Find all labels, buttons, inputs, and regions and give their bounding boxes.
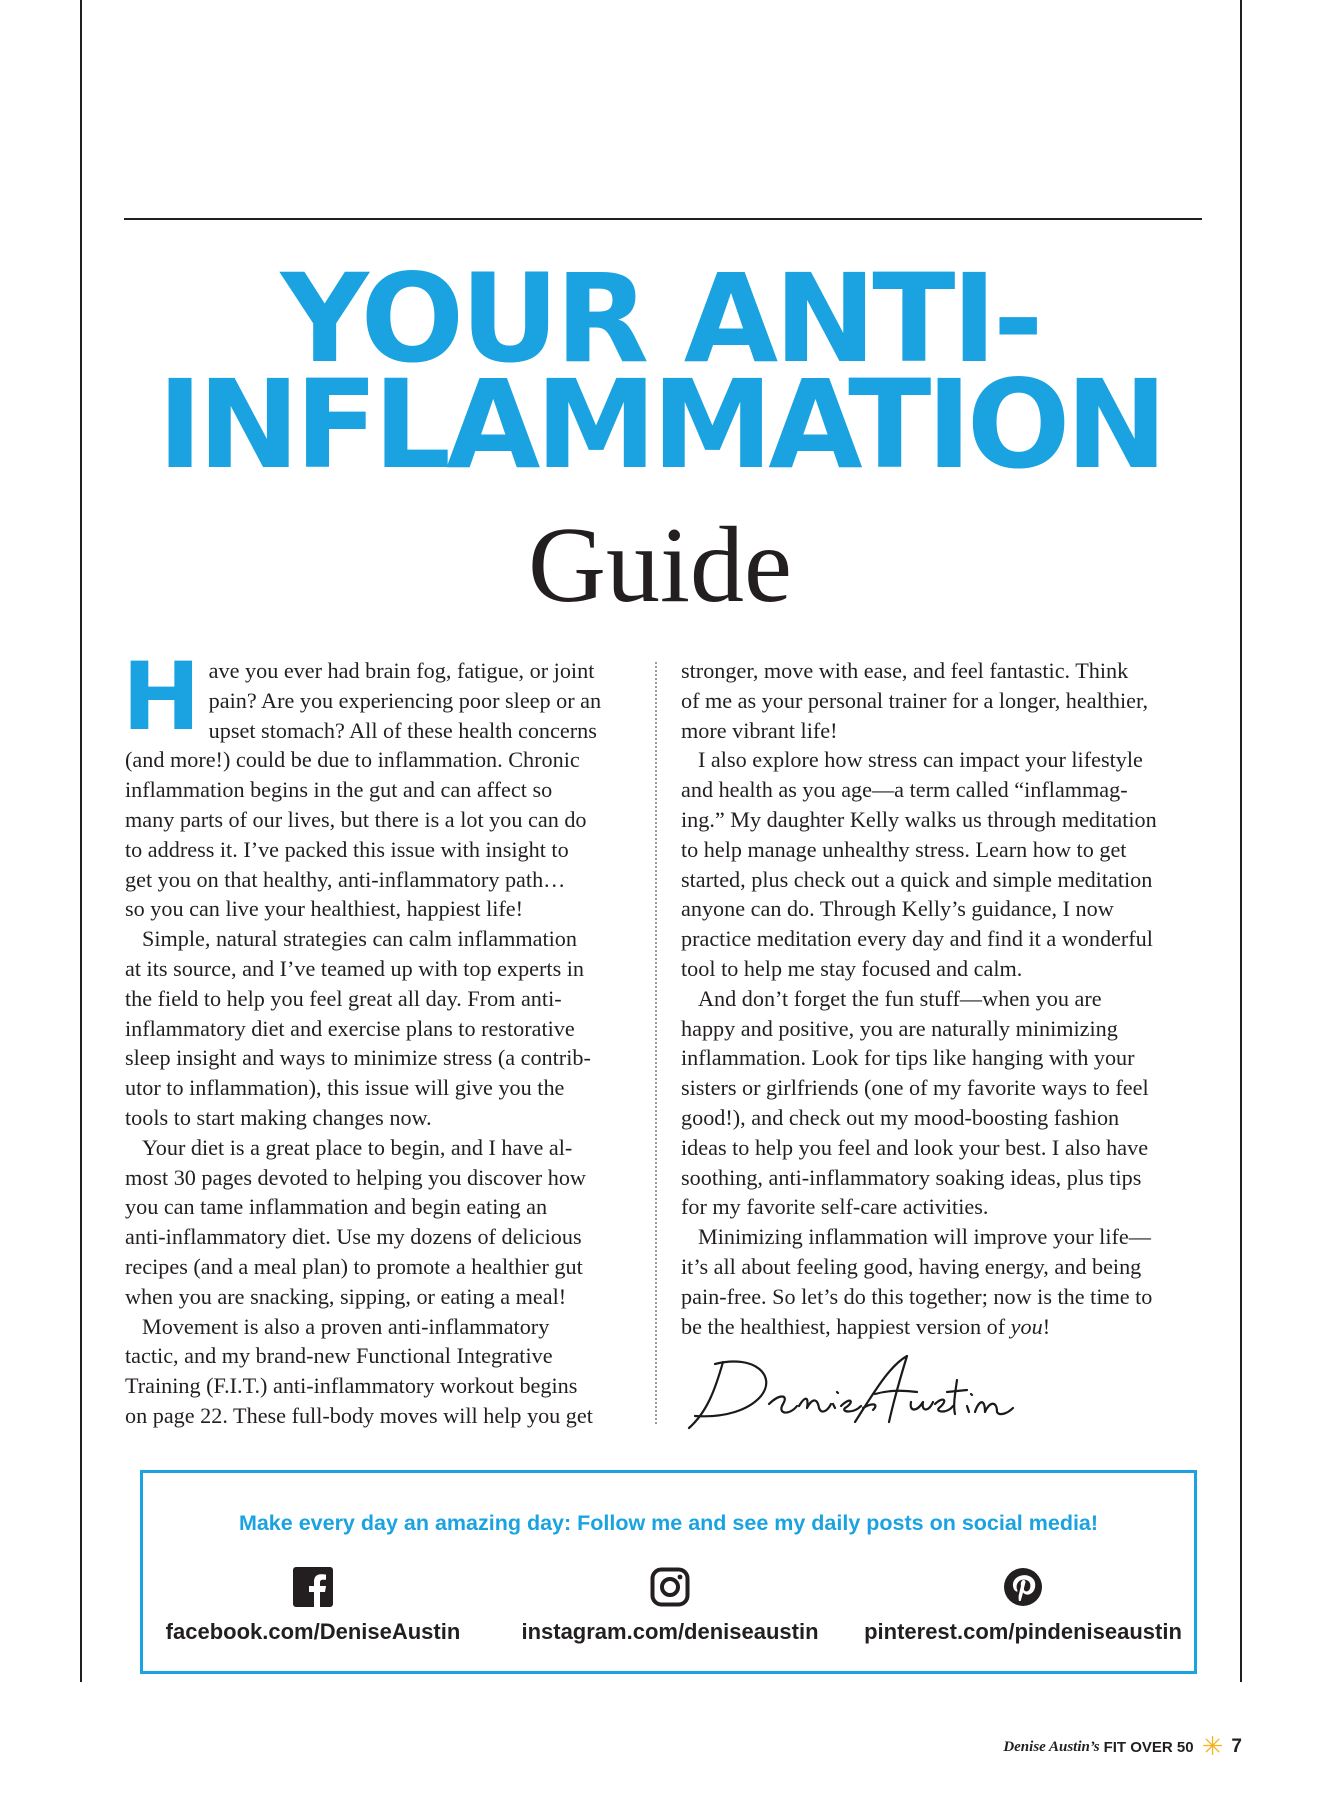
page-number: 7 <box>1231 1736 1242 1757</box>
drop-cap: H <box>122 643 201 752</box>
paragraph-8 <box>681 1222 1201 1341</box>
social-item-instagram[interactable] <box>500 1567 840 1645</box>
instagram-icon <box>650 1567 690 1607</box>
social-item-facebook[interactable] <box>143 1567 483 1645</box>
closing-text: Minimizing inflammation will improve your life— it’s all about feeling good, having energy, and being pain-free. So let’s do this together; now is the time to be the healthiest, happiest version of <box>681 1224 1153 1339</box>
headline-line1: YOUR ANTI- <box>280 248 1040 390</box>
closing-end: ! <box>1042 1313 1051 1339</box>
paragraph-4: Movement is also a proven anti-inflammatory tactic, and my brand-new Functional Integrative Training (F.I.T.) anti-inflammatory workout begins on page 22. These full-body moves will help you get <box>125 1313 593 1428</box>
column-divider <box>655 662 657 1424</box>
page-footer <box>1003 1731 1242 1762</box>
paragraph-6: I also explore how stress can impact your lifestyle and health as you age—a term called “inflammag- ing.” My daughter Kelly walks us through meditation to help manage unhealthy stress. Learn how to get started, plus check out a quick and simple meditation anyone can do. Through Kelly’s guidance, I now practice meditation every day and find it a wonderful tool to help me stay focused and calm. <box>681 747 1157 981</box>
headline-guide: Guide <box>528 506 792 625</box>
paragraph-5: stronger, move with ease, and feel fantastic. Think of me as your personal trainer for a longer, healthier, more vibrant life! <box>681 658 1149 743</box>
headline <box>80 248 1240 496</box>
article-column-left <box>122 643 628 1431</box>
page-border-right <box>1240 0 1242 1682</box>
instagram-handle[interactable]: instagram.com/deniseaustin <box>521 1619 819 1644</box>
top-rule <box>124 218 1202 220</box>
footer-magazine: FIT OVER 50 <box>1103 1738 1194 1756</box>
signature-image <box>685 1350 1015 1430</box>
page-border-left <box>80 0 82 1682</box>
social-item-pinterest[interactable] <box>853 1567 1193 1645</box>
asterisk-icon: ✳ <box>1201 1731 1224 1762</box>
paragraph-3: Your diet is a great place to begin, and I have al- most 30 pages devoted to helping you discover how you can tame inflammation and begin eating an anti-inflammatory diet. Use my dozens of delicious recipes (and a meal plan) to promote a healthier gut when you are snacking, sipping, or eating a meal! <box>125 1134 586 1309</box>
pinterest-handle[interactable]: pinterest.com/pindeniseaustin <box>864 1619 1182 1644</box>
closing-emphasis: you <box>1010 1313 1043 1339</box>
paragraph-7: And don’t forget the fun stuff—when you are happy and positive, you are naturally minimizing inflammation. Look for tips like hanging with your sisters or girlfriends (one of my favorite ways to feel good!), and check out my mood-boosting fashion ideas to help you feel and look your best. I also have soothing, anti-inflammatory soaking ideas, plus tips for my favorite self-care activities. <box>681 985 1149 1220</box>
article-column-right <box>681 656 1201 1341</box>
paragraph-1-text: ave you ever had brain fog, fatigue, or joint pain? Are you experiencing poor sleep or an upset stomach? All of these health concerns (and more!) could be due to inflammation. Chronic inflammation begins in the gut and can affect so many parts of our lives, but there is a lot you can do to address it. I’ve packed this issue with insight to get you on that healthy, anti-inflammatory path… so you can live your healthiest, happiest life! <box>125 658 602 922</box>
facebook-icon <box>293 1567 333 1607</box>
paragraph-1 <box>122 643 628 924</box>
headline-line2: INFLAMMATION <box>157 354 1163 496</box>
pinterest-icon <box>1003 1567 1043 1607</box>
footer-brand: Denise Austin’s <box>1003 1738 1100 1755</box>
social-media-box <box>140 1470 1197 1674</box>
facebook-handle[interactable]: facebook.com/DeniseAustin <box>165 1619 461 1644</box>
social-headline: Make every day an amazing day: Follow me and see my daily posts on social media! <box>238 1511 1099 1535</box>
paragraph-2: Simple, natural strategies can calm inflammation at its source, and I’ve teamed up with top experts in the field to help you feel great all day. From anti- inflammatory diet and exercise plans to restorative sleep insight and ways to minimize stress (a contrib- utor to inflammation), this issue will give you the tools to start making changes now. <box>125 926 591 1130</box>
